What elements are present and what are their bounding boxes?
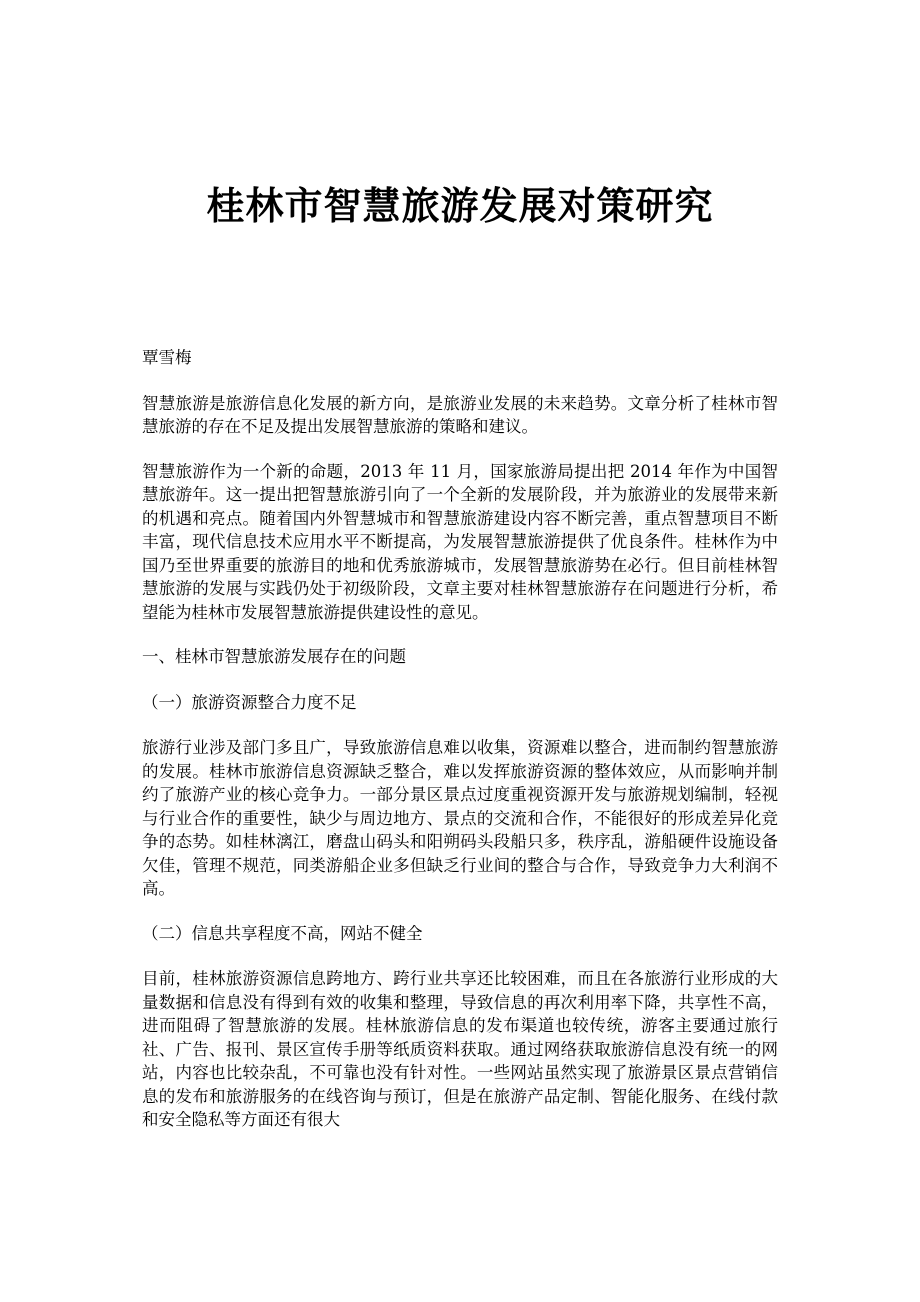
document-title: 桂林市智慧旅游发展对策研究 [206,183,714,228]
subsection-heading-2: （二）信息共享程度不高，网站不健全 [142,923,423,943]
document-body [142,346,778,1153]
intro-paragraph: 智慧旅游作为一个新的命题，2013 年 11 月，国家旅游局提出把 2014 年作为中国智慧旅游年。这一提出把智慧旅游引向了一个全新的发展阶段，并为旅游业的发展带来新的机遇和亮点。随着国内外智慧城市和智慧旅游建设内容不断完善，重点智慧项目不断丰富，现代信息技术应用水平不断提高，为发展智慧旅游提供了优良条件。桂林作为中国乃至世界重要的旅游目的地和优秀旅游城市，发展智慧旅游势在必行。但目前桂林智慧旅游的发展与实践仍处于初级阶段，文章主要对桂林智慧旅游存在问题进行分析，希望能为桂林市发展智慧旅游提供建设性的意见。 [142,461,778,622]
author-name: 覃雪梅 [142,348,192,367]
section-heading-1: 一、桂林市智慧旅游发展存在的问题 [142,647,406,666]
abstract-paragraph: 智慧旅游是旅游信息化发展的新方向，是旅游业发展的未来趋势。文章分析了桂林市智慧旅游的存在不足及提出发展智慧旅游的策略和建议。 [142,393,778,436]
subsection-2-paragraph: 目前，桂林旅游资源信息跨地方、跨行业共享还比较困难，而且在各旅游行业形成的大量数据和信息没有得到有效的收集和整理，导致信息的再次利用率下降，共享性不高，进而阻碍了智慧旅游的发展。桂林旅游信息的发布渠道也较传统，游客主要通过旅行社、广告、报刊、景区宣传手册等纸质资料获取。通过网络获取旅游信息没有统一的网站，内容也比较杂乱，不可靠也没有针对性。一些网站虽然实现了旅游景区景点营销信息的发布和旅游服务的在线咨询与预订，但是在旅游产品定制、智能化服务、在线付款和安全隐私等方面还有很大 [142,969,778,1129]
subsection-1-paragraph: 旅游行业涉及部门多且广，导致旅游信息难以收集，资源难以整合，进而制约智慧旅游的发展。桂林市旅游信息资源缺乏整合，难以发挥旅游资源的整体效应，从而影响并制约了旅游产业的核心竞争力。一部分景区景点过度重视资源开发与旅游规划编制，轻视与行业合作的重要性，缺少与周边地方、景点的交流和合作，不能很好的形成差异化竞争的态势。如桂林漓江，磨盘山码头和阳朔码头段船只多，秩序乱，游船硬件设施设备欠佳，管理不规范，同类游船企业多但缺乏行业间的整合与合作，导致竞争力大利润不高。 [142,738,778,898]
subsection-heading-1: （一）旅游资源整合力度不足 [142,692,357,712]
